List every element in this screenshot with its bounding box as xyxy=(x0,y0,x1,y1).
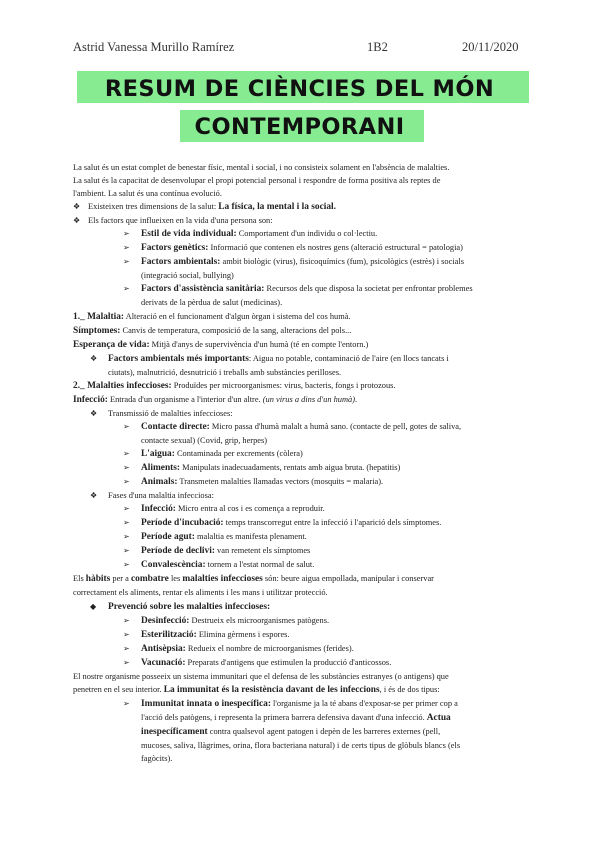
sub-bullet-continuation: (integració social, bullying) xyxy=(141,271,234,281)
page-title-line1: RESUM DE CIÈNCIES DEL MÓN xyxy=(104,76,495,102)
arrow-bullet-icon: ➢ xyxy=(123,284,130,294)
arrow-bullet-icon: ➢ xyxy=(123,504,130,514)
definition-line: Infecció: Entrada d'un organisme a l'interior d'un altre. (un virus a dins d'un humà). xyxy=(73,394,358,405)
sub-bullet-item: ➢ Període agut: malaltia es manifesta plenament. xyxy=(123,532,307,543)
arrow-bullet-icon: ➢ xyxy=(123,477,130,487)
page-title-line2: CONTEMPORANI xyxy=(194,114,405,140)
bullet-continuation: ciutats), malnutrició, desnutrició i treballs amb substàncies perilloses. xyxy=(108,367,342,377)
arrow-bullet-icon: ➢ xyxy=(123,615,130,625)
arrow-bullet-icon: ➢ xyxy=(123,229,130,239)
sub-bullet-item: ➢ Factors d'assistència sanitària: Recursos dels que disposa la societat per enfrontar problemes xyxy=(123,284,473,295)
sub-bullet-continuation: fagòcits). xyxy=(141,754,173,764)
arrow-bullet-icon: ➢ xyxy=(123,546,130,556)
sub-bullet-item: ➢ Factors genètics: Informació que contenen els nostres gens (alteració estructural = patologia) xyxy=(123,243,463,254)
definition-line: 2._ Malalties infeccioses: Produïdes per microorganismes: virus, bacteris, fongs i protozous. xyxy=(73,380,396,391)
sub-bullet-item: ➢ Període d'incubació: temps transcorregut entre la infecció i l'aparició dels símptomes. xyxy=(123,518,442,529)
paragraph: Els hàbits per a combatre les malalties infeccioses són: beure aigua empollada, manipular i conservar xyxy=(73,574,434,585)
sub-bullet-item: ➢ Període de declivi: van remetent els símptomes xyxy=(123,546,311,557)
sub-bullet-item: ➢ Vacunació: Preparats d'antigens que estimulen la producció d'anticossos. xyxy=(123,657,392,668)
bullet-item: ❖ Factors ambientals més importants: Aigua no potable, contaminació de l'aire (en llocs tancats i xyxy=(90,353,449,364)
header-author: Astrid Vanessa Murillo Ramírez xyxy=(73,40,235,54)
sub-bullet-item: ➢ Contacte directe: Micro passa d'humà malalt a humà sano. (contacte de pell, gotes de saliva, xyxy=(123,421,462,432)
paragraph: penetren en el seu interior. La immunitat és la resistència davant de les infeccions, i és de dos tipus: xyxy=(73,684,440,695)
definition-line: Esperança de vida: Mitjà d'anys de supervivència d'un humà (té en compte l'entorn.) xyxy=(73,339,369,350)
sub-bullet-item: ➢ Desinfecció: Destrueix els microorganismes patògens. xyxy=(123,615,330,626)
arrow-bullet-icon: ➢ xyxy=(123,448,130,458)
paragraph: El nostre organisme posseeix un sistema immunitari que el defensa de les substàncies estranyes (o antigens) que xyxy=(73,671,449,681)
arrow-bullet-icon: ➢ xyxy=(123,657,130,667)
bullet-item: ❖ Transmissió de malalties infeccioses: xyxy=(73,407,541,420)
sub-bullet-continuation: contacte sexual) (Covid, grip, herpes) xyxy=(141,435,268,445)
bullet-item: ❖ Els factors que influeixen en la vida d'una persona son: xyxy=(73,214,541,227)
sub-bullet-item: ➢ Esterilització: Elimina gèrmens i espores. xyxy=(123,629,290,640)
bullet-item: ❖ Fases d'una malaltia infecciosa: xyxy=(73,489,541,502)
sub-bullet-item: ➢ Factors ambientals: ambit biològic (virus), fisicoquímics (fum), psicològics (estrès) i socials xyxy=(123,257,464,268)
sub-bullet-item: ➢ L'aigua: Contaminada per excrements (còlera) xyxy=(123,448,303,459)
paragraph: l'ambient. La salut és una contínua evolució. xyxy=(73,189,222,199)
paragraph: La salut és la capacitat de desenvolupar el propi potencial personal i respondre de forma positiva als reptes de xyxy=(73,176,441,186)
sub-bullet-item: ➢ Convalescència: tornem a l'estat normal de salut. xyxy=(123,560,315,571)
arrow-bullet-icon: ➢ xyxy=(123,629,130,639)
arrow-bullet-icon: ➢ xyxy=(123,518,130,528)
diamond-bullet-icon: ❖ xyxy=(73,216,81,226)
sub-bullet-continuation: inespecíficament contra qualsevol agent patogen i depèn de les barreres externes (pell, xyxy=(141,726,441,737)
arrow-bullet-icon: ➢ xyxy=(123,257,130,267)
definition-line: 1._ Malaltia: Alteració en el funcionament d'algun òrgan i sistema del cos humà. xyxy=(73,311,351,322)
paragraph: correctament els aliments, rentar els aliments i les mans i utilitzar protecció. xyxy=(73,588,328,598)
diamond-bullet-icon: ❖ xyxy=(90,491,98,501)
paragraph: La salut és un estat complet de benestar físic, mental i social, i no consisteix solament en l'absència de malalties. xyxy=(73,163,450,172)
arrow-bullet-icon: ➢ xyxy=(123,698,130,708)
diamond-bullet-icon: ❖ xyxy=(90,353,98,363)
sub-bullet-item: ➢ Antisèpsia: Redueix el nombre de microorganismes (ferides). xyxy=(123,643,354,654)
sub-bullet-item: ➢ Immunitat innata o inespecífica: l'organisme ja la té abans d'exposar-se per primer cop a xyxy=(123,698,458,709)
bullet-item: ❖ Existeixen tres dimensions de la salut: La física, la mental i la social. xyxy=(73,202,336,213)
sub-bullet-continuation: derivats de la pèrdua de salut (medicinas). xyxy=(141,298,283,308)
header-group: 1B2 xyxy=(367,40,388,54)
arrow-bullet-icon: ➢ xyxy=(123,463,130,473)
definition-line: Símptomes: Canvis de temperatura, composició de la sang, alteracions del pols... xyxy=(73,325,352,336)
document-body xyxy=(73,161,541,765)
diamond-bullet-icon: ❖ xyxy=(90,408,98,418)
sub-bullet-continuation: l'acció dels patògens, i representa la primera barrera defensiva davant d'una infecció. Actua xyxy=(141,712,451,723)
sub-bullet-item: ➢ Estil de vida individual: Comportament d'un individu o col·lectiu. xyxy=(123,229,378,240)
arrow-bullet-icon: ➢ xyxy=(123,243,130,253)
arrow-bullet-icon: ➢ xyxy=(123,532,130,542)
sub-bullet-continuation: mucoses, saliva, llàgrimes, orina, flora bacteriana natural) i de certs tipus de glòbuls blancs (els xyxy=(141,740,461,750)
arrow-bullet-icon: ➢ xyxy=(123,643,130,653)
bullet-item: ◆ Prevenció sobre les malalties infeccioses: xyxy=(90,601,271,612)
arrow-bullet-icon: ➢ xyxy=(123,560,130,570)
diamond-bullet-icon: ❖ xyxy=(73,202,81,212)
sub-bullet-item: ➢ Infecció: Micro entra al cos i es comença a reproduir. xyxy=(123,504,325,515)
header-date: 20/11/2020 xyxy=(462,40,519,54)
sub-bullet-item: ➢ Animals: Transmeten malalties llamadas vectors (mosquits = malaria). xyxy=(123,477,384,488)
sub-bullet-item: ➢ Aliments: Manipulats inadecuadaments, rentats amb aigua bruta. (hepatitis) xyxy=(123,463,401,474)
arrow-bullet-icon: ➢ xyxy=(123,421,130,431)
solid-diamond-bullet-icon: ◆ xyxy=(90,601,97,611)
